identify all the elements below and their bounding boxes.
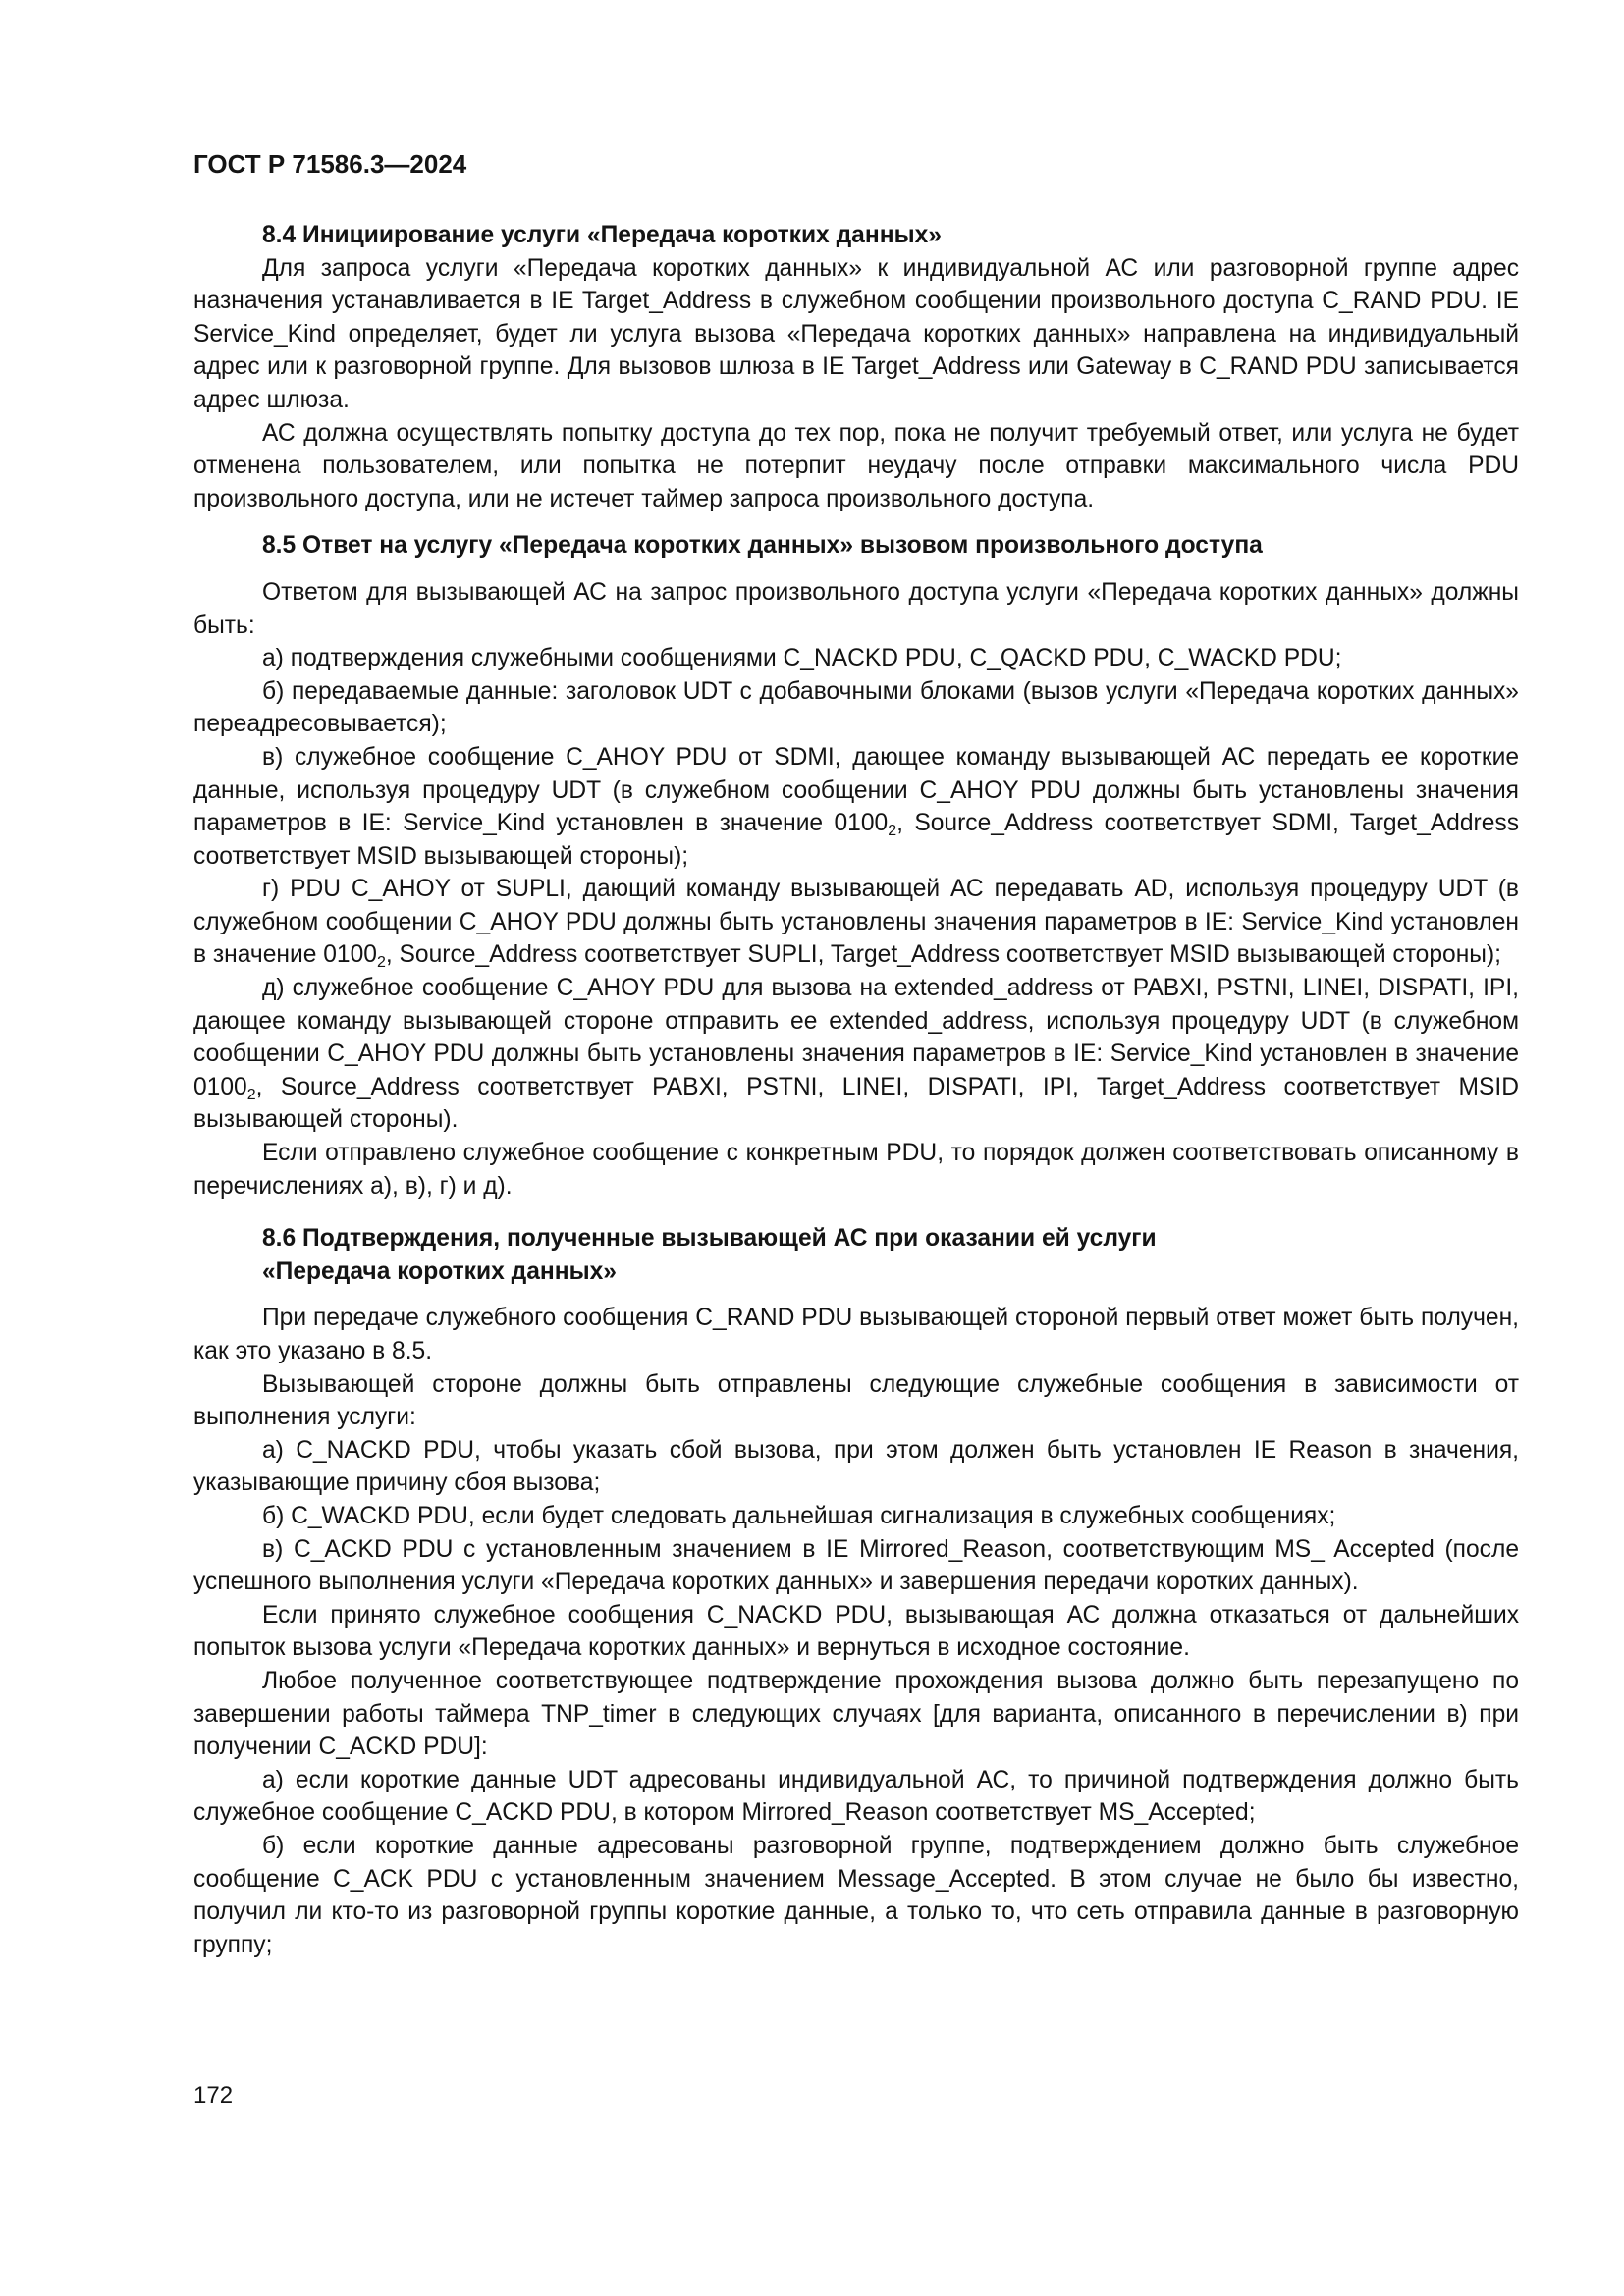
paragraph: Если принято служебное сообщения C_NACKD PDU, вызывающая АС должна отказаться от дальнейших попыток вызова услуги «Передача коротких данных» и вернуться в исходное состояние.	[193, 1601, 1519, 1662]
list-item-text: д) служебное сообщение C_AHOY PDU для вызова на extended_address от PABXI, PSTNI, LINEI, DISPATI, IPI, дающее команду вызывающей стороне отправить ее extended_address, используя процедуру UDT (в служебном сообщении C_AHOY PDU должны быть установлены значения параметров в IE: Service_Kind установлен в значение 0100	[193, 975, 1519, 1100]
paragraph: Если отправлено служебное сообщение с конкретным PDU, то порядок должен соответствовать описанному в перечислениях а), в), г) и д).	[193, 1140, 1519, 1200]
paragraph: При передаче служебного сообщения C_RAND PDU вызывающей стороной первый ответ может быть получен, как это указано в 8.5.	[193, 1305, 1519, 1364]
section-heading-8-6	[193, 1222, 1519, 1288]
subscript: 2	[246, 1086, 256, 1103]
list-item: а) C_NACKD PDU, чтобы указать сбой вызова, при этом должен быть установлен IE Reason в значения, указывающие причину сбоя вызова;	[193, 1436, 1519, 1497]
paragraph: Вызывающей стороне должны быть отправлены следующие служебные сообщения в зависимости от выполнения услуги:	[193, 1370, 1519, 1431]
list-item	[193, 972, 1519, 1137]
section-heading-8-5: 8.5 Ответ на услугу «Передача коротких данных» вызовом произвольного доступа	[262, 532, 1263, 560]
paragraph: АС должна осуществлять попытку доступа до тех пор, пока не получит требуемый ответ, или услуга не будет отменена пользователем, или попытка не потерпит неудачу после отправки максимального числа PDU произвольного доступа, или не истечет таймер запроса произвольного доступа.	[193, 419, 1519, 512]
standard-designation: ГОСТ Р 71586.3—2024	[193, 149, 467, 179]
list-item: б) если короткие данные адресованы разговорной группе, подтверждением должно быть служебное сообщение C_ACK PDU с установленным значением Message_Accepted. В этом случае не было бы известно, получил ли кто-то из разговорной группы короткие данные, а только то, что сеть отправила данные в разговорную группу;	[193, 1832, 1519, 1958]
heading-line: «Передача коротких данных»	[262, 1257, 617, 1285]
heading-line: 8.6 Подтверждения, полученные вызывающей АС при оказании ей услуги	[262, 1225, 1157, 1253]
list-item	[193, 873, 1519, 972]
paragraph: Для запроса услуги «Передача коротких данных» к индивидуальной АС или разговорной группе адрес назначения устанавливается в IE Target_Address в служебном сообщении произвольного доступа C_RAND PDU. IE Service_Kind определяет, будет ли услуга вызова «Передача коротких данных» направлена на индивидуальный адрес или к разговорной группе. Для вызовов шлюза в IE Target_Address или Gateway в C_RAND PDU записывается адрес шлюза.	[193, 254, 1519, 413]
subscript: 2	[376, 954, 386, 972]
list-item-text: , Source_Address соответствует SDMI, Target_Address соответствует MSID вызывающей стороны);	[193, 810, 1519, 870]
list-item-text: , Source_Address соответствует PABXI, PSTNI, LINEI, DISPATI, IPI, Target_Address соответствует MSID вызывающей стороны).	[193, 1073, 1519, 1134]
list-item: б) C_WACKD PDU, если будет следовать дальнейшая сигнализация в служебных сообщениях;	[262, 1502, 1336, 1529]
list-item-text: в) служебное сообщение C_AHOY PDU от SDMI, дающее команду вызывающей АС передать ее короткие данные, используя процедуру UDT (в служебном сообщении C_AHOY PDU должны быть установлены значения параметров в IE: Service_Kind установлен в значение 0100	[193, 743, 1519, 837]
paragraph: Любое полученное соответствующее подтверждение прохождения вызова должно быть перезапущено по завершении работы таймера TNP_timer в следующих случаях [для варианта, описанного в перечислении в) при получении C_ACKD PDU]:	[193, 1667, 1519, 1761]
list-item: а) подтверждения служебными сообщениями C_NACKD PDU, C_QACKD PDU, C_WACKD PDU;	[262, 645, 1342, 672]
page-number: 172	[193, 2082, 234, 2109]
list-item-text: , Source_Address соответствует SUPLI, Target_Address соответствует MSID вызывающей стороны);	[385, 941, 1501, 969]
list-item: б) передаваемые данные: заголовок UDT с добавочными блоками (вызов услуги «Передача коротких данных» переадресовывается);	[193, 677, 1519, 738]
subscript: 2	[888, 823, 897, 840]
list-item-text: г) PDU C_AHOY от SUPLI, дающий команду вызывающей АС передавать AD, используя процедуру UDT (в служебном сообщении C_AHOY PDU должны быть установлены значения параметров в IE: Service_Kind установлен в значение 0100	[193, 876, 1519, 969]
paragraph: Ответом для вызывающей АС на запрос произвольного доступа услуги «Передача коротких данных» должны быть:	[193, 578, 1519, 639]
document-body	[193, 219, 1519, 1961]
list-item	[193, 741, 1519, 873]
section-heading-8-4: 8.4 Инициирование услуги «Передача коротких данных»	[262, 222, 942, 248]
list-item: в) C_ACKD PDU с установленным значением в IE Mirrored_Reason, соответствующим MS_ Accepted (после успешного выполнения услуги «Передача коротких данных» и завершения передачи коротких данных).	[193, 1535, 1519, 1596]
list-item: а) если короткие данные UDT адресованы индивидуальной АС, то причиной подтверждения должно быть служебное сообщение C_ACKD PDU, в котором Mirrored_Reason соответствует MS_Accepted;	[193, 1766, 1519, 1827]
